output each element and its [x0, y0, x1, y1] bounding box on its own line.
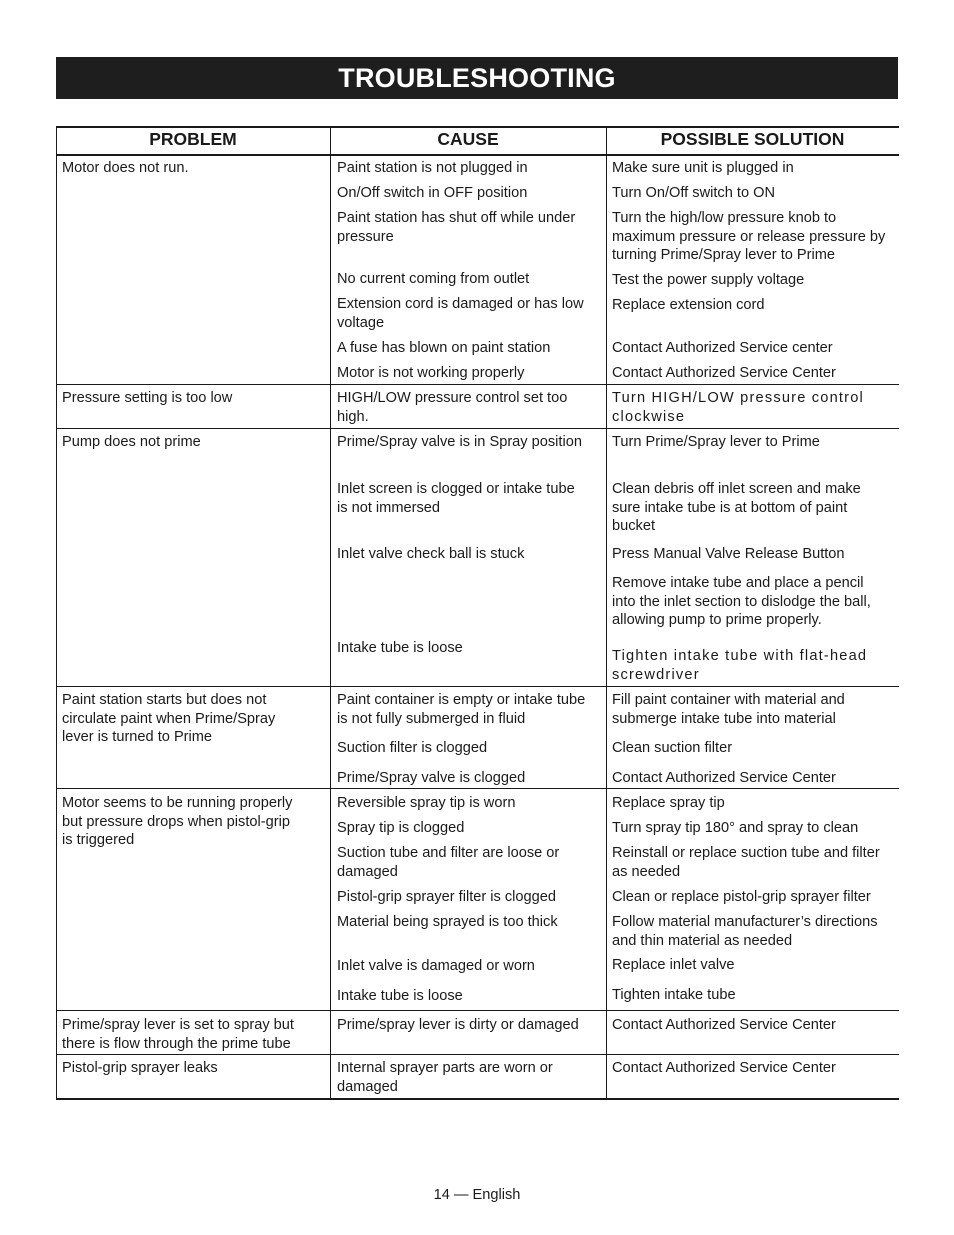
header-problem: PROBLEM [149, 129, 237, 149]
solution-cell [612, 888, 871, 907]
cause-cell-line: Prime/spray lever is dirty or damaged [337, 1017, 579, 1033]
row-divider [56, 1098, 899, 1100]
cause-cell-line: No current coming from outlet [337, 271, 530, 287]
solution-cell-line: as needed [612, 863, 681, 880]
cause-cell [337, 433, 582, 452]
cause-cell-line: HIGH/LOW pressure control set too [337, 390, 568, 406]
cause-cell [337, 389, 567, 426]
solution-cell-line: into the inlet section to dislodge the ball, [612, 593, 871, 610]
cause-cell-line: voltage [337, 314, 385, 331]
cause-cell-line: is not fully submerged in fluid [337, 710, 526, 727]
cause-cell-line: damaged [337, 1078, 398, 1095]
solution-cell-line: Turn the high/low pressure knob to [612, 210, 837, 226]
row-divider [56, 788, 899, 789]
cause-cell-line: is not immersed [337, 499, 440, 516]
problem-cell-line: Prime/spray lever is set to spray but [62, 1017, 294, 1033]
solution-cell-line: Clean or replace pistol-grip sprayer filter [612, 889, 871, 905]
cause-cell-line: damaged [337, 863, 398, 880]
problem-cell [62, 389, 232, 408]
solution-cell-line: Tighten intake tube [612, 987, 736, 1003]
page-title: TROUBLESHOOTING [56, 57, 898, 99]
solution-cell-line: clockwise [612, 408, 686, 425]
solution-cell [612, 844, 880, 881]
page-footer: 14 — English [433, 1187, 521, 1203]
cause-cell [337, 769, 525, 788]
solution-cell [612, 986, 736, 1005]
cause-cell [337, 209, 575, 246]
cause-cell-line: pressure [337, 228, 394, 245]
cause-cell-line: Material being sprayed is too thick [337, 914, 558, 930]
row-divider [56, 1054, 899, 1055]
solution-cell-line: Fill paint container with material and [612, 692, 845, 708]
problem-cell [62, 794, 292, 850]
solution-cell-line: Contact Authorized Service Center [612, 365, 836, 381]
solution-cell [612, 574, 871, 630]
problem-cell-line: Motor seems to be running properly [62, 795, 293, 811]
problem-cell [62, 1059, 218, 1078]
row-divider [56, 1010, 899, 1011]
cause-cell [337, 987, 463, 1006]
cause-cell-line: Prime/Spray valve is clogged [337, 770, 526, 786]
solution-cell [612, 364, 836, 383]
cause-cell-line: Reversible spray tip is worn [337, 795, 516, 811]
solution-cell [612, 794, 725, 813]
cause-cell [337, 691, 585, 728]
cause-cell [337, 545, 524, 564]
solution-cell [612, 271, 804, 290]
cause-cell [337, 844, 559, 881]
cause-cell-line: Paint container is empty or intake tube [337, 692, 586, 708]
solution-cell-line: Remove intake tube and place a pencil [612, 575, 864, 591]
solution-cell-line: Reinstall or replace suction tube and filter [612, 845, 880, 861]
cause-cell [337, 270, 529, 289]
solution-cell-line: Clean debris off inlet screen and make [612, 481, 861, 497]
cause-cell-line: Intake tube is loose [337, 640, 463, 656]
solution-cell-line: Clean suction filter [612, 740, 733, 756]
cause-cell [337, 295, 584, 332]
solution-cell-line: Follow material manufacturer’s directions [612, 914, 878, 930]
problem-cell-line: but pressure drops when pistol-grip [62, 813, 290, 830]
header-solution: POSSIBLE SOLUTION [660, 129, 845, 149]
cause-cell-line: Internal sprayer parts are worn or [337, 1060, 553, 1076]
problem-cell [62, 1016, 294, 1053]
cause-cell-line: Extension cord is damaged or has low [337, 296, 584, 312]
problem-cell-line: is triggered [62, 832, 135, 849]
cause-cell-line: Paint station is not plugged in [337, 160, 528, 176]
cause-cell-line: Inlet screen is clogged or intake tube [337, 481, 575, 497]
cause-cell [337, 913, 558, 932]
solution-cell [612, 691, 845, 728]
cause-cell [337, 1016, 579, 1035]
solution-cell-line: Contact Authorized Service center [612, 340, 833, 356]
solution-cell [612, 389, 864, 426]
problem-cell-line: circulate paint when Prime/Spray [62, 710, 276, 727]
solution-cell-line: Press Manual Valve Release Button [612, 546, 845, 562]
cause-cell [337, 888, 556, 907]
row-divider [56, 686, 899, 687]
cause-cell [337, 739, 487, 758]
problem-cell-line: lever is turned to Prime [62, 729, 213, 746]
cause-cell-line: Paint station has shut off while under [337, 210, 576, 226]
cause-cell [337, 1059, 553, 1096]
solution-cell-line: Replace spray tip [612, 795, 725, 811]
problem-cell-line: Pressure setting is too low [62, 390, 233, 406]
solution-cell-line: bucket [612, 518, 655, 535]
problem-cell-line: Pistol-grip sprayer leaks [62, 1060, 218, 1076]
cause-cell-line: Inlet valve is damaged or worn [337, 958, 535, 974]
cause-cell-line: On/Off switch in OFF position [337, 185, 528, 201]
troubleshooting-table [56, 126, 899, 1099]
problem-cell-line: there is flow through the prime tube [62, 1035, 291, 1052]
solution-cell [612, 1059, 836, 1078]
solution-cell-line: Tighten intake tube with flat-head [612, 648, 868, 664]
problem-cell [62, 159, 189, 178]
cause-cell-line: Spray tip is clogged [337, 820, 465, 836]
solution-cell [612, 956, 735, 975]
solution-cell-line: submerge intake tube into material [612, 710, 836, 727]
solution-cell-line: Replace extension cord [612, 297, 765, 313]
cause-cell [337, 339, 550, 358]
cause-cell [337, 364, 524, 383]
solution-cell [612, 184, 775, 203]
cause-cell [337, 794, 515, 813]
header-cause: CAUSE [437, 129, 499, 149]
problem-cell-line: Motor does not run. [62, 160, 189, 176]
cause-cell [337, 639, 463, 658]
solution-cell-line: turning Prime/Spray lever to Prime [612, 247, 836, 264]
solution-cell [612, 480, 861, 536]
cause-cell [337, 957, 535, 976]
cause-cell-line: high. [337, 408, 369, 425]
solution-cell-line: Contact Authorized Service Center [612, 1017, 836, 1033]
solution-cell [612, 819, 858, 838]
solution-cell-line: maximum pressure or release pressure by [612, 228, 886, 245]
row-divider [56, 384, 899, 385]
cause-cell [337, 184, 527, 203]
solution-cell-line: Contact Authorized Service Center [612, 770, 836, 786]
cause-cell [337, 159, 528, 178]
solution-cell [612, 433, 820, 452]
cause-cell-line: Intake tube is loose [337, 988, 463, 1004]
solution-cell [612, 545, 845, 564]
solution-cell [612, 209, 885, 265]
solution-cell-line: Test the power supply voltage [612, 272, 805, 288]
solution-cell [612, 769, 836, 788]
solution-cell [612, 913, 878, 950]
solution-cell-line: Turn spray tip 180° and spray to clean [612, 820, 859, 836]
solution-cell-line: Replace inlet valve [612, 957, 735, 973]
cause-cell-line: Suction filter is clogged [337, 740, 488, 756]
solution-cell-line: allowing pump to prime properly. [612, 612, 822, 629]
solution-cell-line: sure intake tube is at bottom of paint [612, 499, 848, 516]
solution-cell-line: Turn On/Off switch to ON [612, 185, 776, 201]
cause-cell [337, 819, 464, 838]
solution-cell [612, 647, 867, 684]
cause-cell [337, 480, 575, 517]
solution-cell-line: and thin material as needed [612, 932, 793, 949]
cause-cell-line: Motor is not working properly [337, 365, 525, 381]
solution-cell-line: screwdriver [612, 666, 700, 683]
problem-cell [62, 691, 275, 747]
solution-cell [612, 296, 765, 315]
cause-cell-line: A fuse has blown on paint station [337, 340, 551, 356]
solution-cell [612, 159, 794, 178]
solution-cell-line: Turn Prime/Spray lever to Prime [612, 434, 820, 450]
row-divider [56, 428, 899, 429]
cause-cell-line: Prime/Spray valve is in Spray position [337, 434, 582, 450]
cause-cell-line: Inlet valve check ball is stuck [337, 546, 525, 562]
solution-cell [612, 339, 833, 358]
problem-cell-line: Pump does not prime [62, 434, 201, 450]
solution-cell [612, 739, 732, 758]
solution-cell [612, 1016, 836, 1035]
solution-cell-line: Turn HIGH/LOW pressure control [612, 390, 864, 406]
cause-cell-line: Suction tube and filter are loose or [337, 845, 560, 861]
cause-cell-line: Pistol-grip sprayer filter is clogged [337, 889, 556, 905]
problem-cell-line: Paint station starts but does not [62, 692, 267, 708]
solution-cell-line: Contact Authorized Service Center [612, 1060, 836, 1076]
solution-cell-line: Make sure unit is plugged in [612, 160, 794, 176]
problem-cell [62, 433, 201, 452]
